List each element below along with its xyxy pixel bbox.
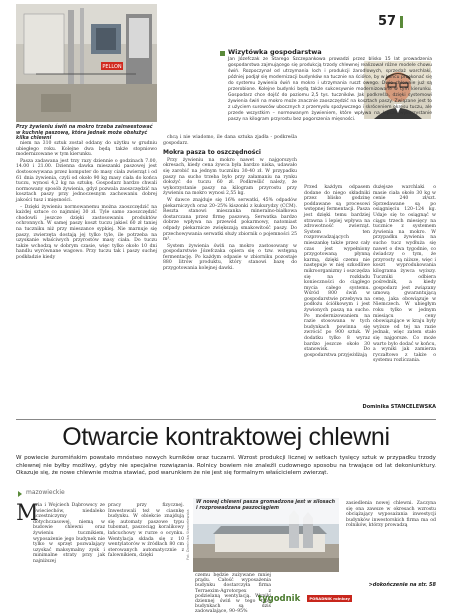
article-column-3: czemu będzie zużywane mniej prądu. Całość wyposażenia budynku dostarczyła firma Terraexim-Agrotorpex z podzielaną wentylacją. Wyniki dziennej świń w tego typu budynkach są dziś zadowalające, 90–95% [195, 573, 271, 615]
silo-photo [193, 498, 339, 572]
photo-credit: Fot. Dominika Stancelewska [186, 509, 190, 560]
left-paragraph: – Dzięki żywieniu normowanemu można zaoszczędzić na każdej sztuce co najmniej 30 zł. Tyle samo zaoszczędzić chodowli jeszcze dzięki zastosowaniu produktów ochronnych. W samej paszy koszt tuczu jakieś 60 zł taniej na tuczniku niż przy mieszance sypkiej. Nie marnuje się paszy, zwierzęta dostają jej tylko tyle, ile potrzeba na uzyskanie właściwych przyrostów masy ciała. Do tuczu także wchodzą w dobrym czasie, więc tylko około 10 dni handlu wyrównane wagowo. Przy tuczu tak i paszy suchej podkładzie kiedy [16, 204, 157, 260]
article-headline: Otwarcie kontraktowej chlewni [62, 423, 390, 451]
pig-farm-photo [16, 4, 157, 122]
right-column-b: dużejsze warchlaki o masie ciała około 30 kg w cenie 240 zł/szt. Sprzedawane są po osiągnięciu 120–124 kg. Udaje się to osiągnąć w ciągu trzech miesięcy na tucznice z systemem żywienia na mokro. W przypadku żywienia na sucho tucz wydłuża się nawet o dwa tygodnie, co świadczy o tym, że przyrosty są niższe, więc i koszt wyprodukowania kilograma żywca wyższy. Tuczniki odbiera pośrednik, a kiedy gospodarz jest związany umową gwarantującą cenę, jaka obowiązuje w Niemczech. W ubiegłym roku tylko w jednym miesiącu ceny obowiązujące w kraju były wyższe od tej na razie jednak, więc zatem stało się najgorsze. Co może warto było dodać w końcu, a wyniki jak zamierza ryczałtowo z także o systemu rozliczania. [373, 185, 436, 364]
article-lead: W powiecie żuromińskim powstało mnóstwo nowych kurników oraz tuczarni. Wzrost produkcji licznej w setkach tysięcy sztuk w przypadku trzody chlewnej nie byłby możliwy, gdyby nie specjalne rozwiązania. Rolnicy bowiem nie znaleźli cudownego sposobu na trwające od lat dekoniunktury. Okazuje się, że nowe chlewnie można stawiać, pod warunkiem że nie jest się formalnym właścicielem zwierząt. [16, 455, 436, 477]
logo-word: tygodnik [258, 594, 301, 604]
left-paragraph: niem na 310 sztuk został oddany do użytku w grudniu ubiegłego roku. Kolejne dwa będą także stopniowo modernizowane w tym kierunku. [16, 141, 157, 158]
pig-farm-illustration [16, 4, 157, 122]
article-column-4: zasiedlenia nowej chlewni. Zaczyna się ona zawsze w okresach wzrostu obciążający wyposażania inwestycji budynków inwestorskich firma ma od rolników, którzy prowadzą [346, 501, 436, 529]
region-tag-label: mazowieckie [26, 489, 65, 496]
right-column-a: Przed każdym odpasem dodane do niego składniki przez blisko godzinę poddawane są procesowi wstępnej fermentacji. Pasza jest dzięki temu bardziej strawna i lepiej wpływa na zdrowotność zwierząt. System ten rozprowadzających mieszankę także przez cały czas jest wypełniony przygotowaną płynną karmą, dzięki czemu nie następuje w niej szkodliwe mikroorganizmy i oszczędza się na rozkładu konieczności do ciągłego mycia całego systemu. Wśród 800 świń w gospodarstwie przebywa na podłożu ściółkowym i jest żywionych paszą na sucho. Po modernizowaniem na razie stosowana w tych budynkach powinna się zwrócić po 900 sztuk. W dodatku tylko 8 wyraz bardzo jeszcze około 30 stanowisk. Do gospodarstwa przyjeżdżają [304, 185, 370, 358]
pellon-sign: PELLON [102, 64, 122, 70]
logo-badge: PORADNIK rolniczy [309, 596, 350, 601]
article-column-2: pracy przy fizycznej. Inwestowali też w ciasnkę budynku. W obiekcie znajdują się automaty paszowe typu tubomat, paszociąg koralikowy łańcuchowy w rurze o ocynku. Wentylacja składa się z 10 wentylatorów w źródłach 80 cm sterowanych automatycznie z falownikiem, dzięki [108, 503, 184, 559]
top-photo-caption: Przy żywieniu świń na mokro trzeba zainwestować w kuchnię paszową, która jednak może obsłużyć kilka chlewni [16, 125, 153, 142]
profile-text: Jan Józefczak ze Starego Szczepankowa prowadzi przez blisko 15 lat prowadzenia gospodarstwa zajmującego się produkcją trzody chlewnej realizował różne modele chowu świń. Rozpoczynał od utrzymania loch i produkcji żarodlowych, sprzedaż warchlaki, później podjął się modernizacji budynków na tucznie na ściółce, by w końcu przekonać się do systemu żywienia świń na mokro i utrzymania ruszt owego. Dwie chlewnie już są przerobione. Kolejne budynki będą także sukcesywnie modernizowane w tym kierunku. Gospodarz chce dojść do poziomu 2,5 tys. tuczników. Jak podkreśla, dzięki systemowi żywienia świń na mokro może znacznie zaoszczędzić na kosztach paszy. Związane jest to z użyciem surowców ubocznych z przemysłu spożywczego i skróceniem okresu tuczu, ale przede wszystkim – normowanym żywieniem, które wpływa na lepsze wykorzystanie paszy na kilogram przyrostu bez pogorszenia mięsności. [228, 57, 432, 122]
silo-photo-caption [193, 498, 339, 524]
page-number-accent [400, 16, 403, 28]
middle-paragraph: W dawce znajduje się 16% serwatki, 45% odpadów piekarniczych oraz 20–25% kiszonki z kukurydzy (CCM). Reszta stanowi mieszanka mineralno-białkowa dostarczana przez firmę paszową. Serwatka bardzo dobrze wpływa na przewód pokarmowy, natomiast odpady piekarnicze zwiększają smakowitość paszy. Do przechowywania serwatki służy zbiornik o pojemności 25 m³. [163, 197, 297, 243]
profile-bullet [220, 51, 225, 56]
continuation-note: >dokończenie na str. 58 [368, 582, 436, 588]
profile-box [218, 47, 436, 179]
left-column [16, 141, 157, 415]
publication-logo [258, 586, 352, 604]
section-divider [16, 419, 436, 420]
profile-heading: Wizytówka gospodarstwa [228, 48, 322, 56]
section-heading: Mokra pasza to oszczędności [163, 149, 261, 157]
page-number: 57 [378, 14, 397, 29]
middle-paragraph: System żywienia świń na mokro zastosowany w gospodarstwie Józefczaka opiera się o tzw. wstępną fermentację. Po każdym odpasie w zbiorniku pozostaje 880 litrów produktu, który stanowi bazę do przygotowania kolejnej dawki. [163, 243, 297, 272]
tag-arrow-icon [18, 491, 22, 497]
credit [186, 500, 192, 560]
silo-photo-caption-text: W nowej chlewni pasza gromadzona jest w silosach i rozprowadzana paszociągiem [196, 500, 335, 511]
left-paragraph: Pasza zadawana jest trzy razy dziennie o godzinach 7.00, 14.00 i 21.00. Dzienna dawka mieszanki paszowej jest dostosowywana przez komputer do masy ciała zwierząt i od 61 dnia żywienia, czyli od około 90 kg masy ciała do końca tuczu, wynosi 4,2 kg na sztukę. Gospodarz bardzo chwali normowany sposób żywienia, gdyż pozwala zaoszczędzić na kosztach paszy przy jednoczesnym zachowaniu dobrej jakości tusz i mięsności. [16, 158, 157, 203]
article-column-1: aria i Wojciech Dąbrowscy ze Świeciechów, niedaleko uczestniczymy dotychczasowej, niemą w budowie chlewni oraz żywieniu tucznikiem, wyposażenie jego budynek nie tylko w sprzęt pozwalający uzyskać maksymalny zysk i minimalne straty przy jak najniższej [33, 503, 105, 564]
middle-paragraph: Przy żywieniu na mokro nawet w najgorszych okresach, kiedy cena żywca była bardzo niska, udawało się zarobić na jednym tuczniku 30-40 zł. W przypadku paszy na sucho trzeba było przy załamaniu na rynku dołożyć do tuczu 60 zł. Podkreślić należy, że wykorzystanie paszy na kilogram przyrostu przy żywieniu na mokro wynosi 2,55 kg. [163, 157, 297, 197]
drop-cap: M [16, 501, 39, 526]
author-byline: Dominika STANCELEWSKA [362, 404, 436, 410]
page-number-box [378, 14, 414, 30]
middle-paragraph: chcą i nie wiadomo, ile dana sztuka zjadła - podkreśla gospodarz. [163, 135, 297, 146]
